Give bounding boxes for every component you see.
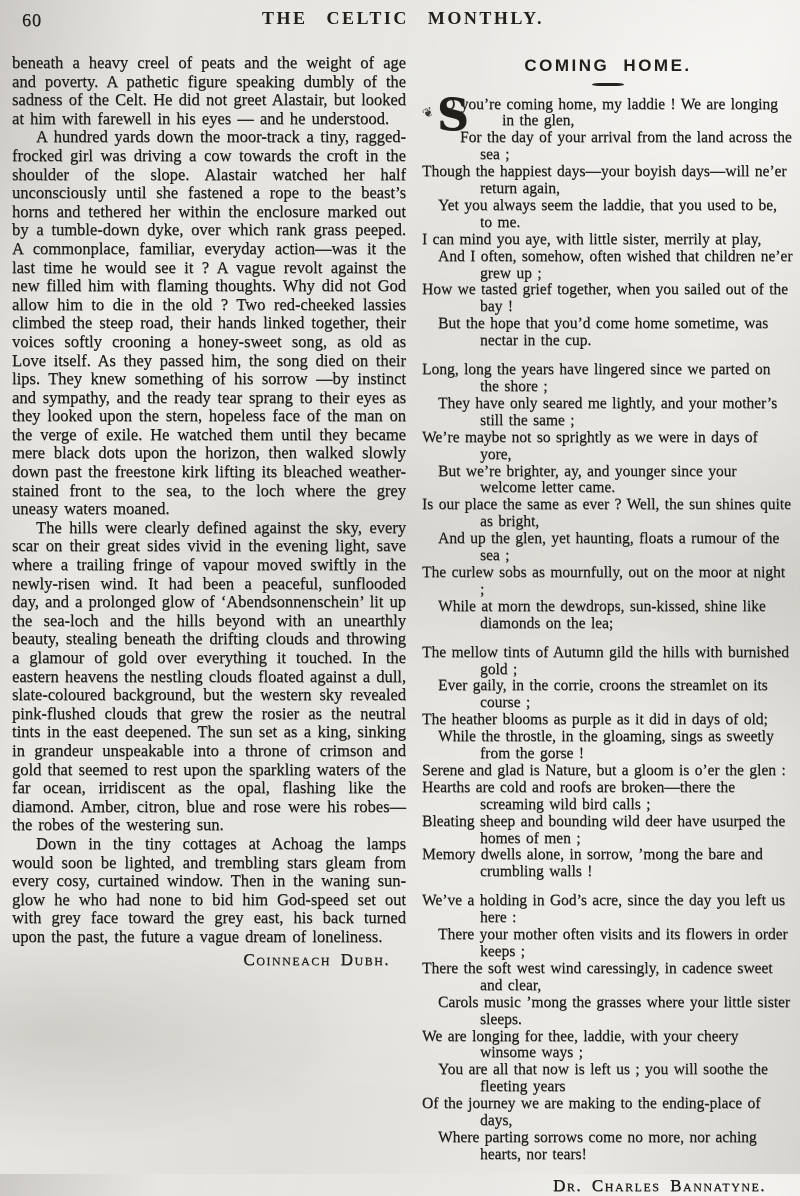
article-paragraph: A hundred yards down the moor-track a tiny, ragged-frocked girl was driving a cow towards the croft in the shoulder of the slope. Alastair watched her half unconsciously until she fastened a rope to the beast’s horns and tethered her within the enclosure marked out by a tumble-down dyke, over which rank grass peeped. A commonplace, familiar, everyday action—was it the last time he would see it ? A vague revolt against the new filled him with flaming thoughts. Why did not God allow him to die in the old ? Two red-cheeked lassies climbed the steep road, their hands linked together, their voices softly crooning a honey-sweet song, as old as Love itself. As they passed him, the song died on their lips. They knew something of his sorrow —by instinct and sympathy, and the ready tear sprang to their eyes as they looked upon the stern, hopeless face of the man on the verge of exile. He watched them until they became mere black dots upon the horizon, then walked slowly down past the freestone kirk lifting its bleached weather-stained front to the sea, to the loch where the grey uneasy waters moaned. — [12, 127, 406, 519]
page-header — [12, 8, 794, 42]
poem-line: The mellow tints of Autumn gild the hills with burnished gold ; — [422, 643, 789, 678]
poem-line: You are all that now is left us ; you will soothe the fleeting years — [438, 1061, 768, 1096]
floral-ornament-icon: ❦ — [420, 103, 437, 123]
poem-line: And up the glen, yet haunting, floats a rumour of the sea ; — [438, 530, 780, 565]
poem-stanza-4 — [422, 893, 794, 1164]
poem-line: There the soft west wind caressingly, in cadence sweet and clear, — [422, 959, 773, 994]
poem-stanza-3 — [422, 645, 794, 882]
poet-signature: Dr. Charles Bannatyne. — [553, 1175, 766, 1195]
article-paragraph: The hills were clearly defined against the sky, every scar on their great sides vivid in the evening light, save where a trailing fringe of vapour moved swiftly in the newly-risen wind. It had been a peaceful, sunflooded day, and a prolonged glow of ‘Abendsonnenschein’ lit up the sea-loch and the hills beyond with an unearthly beauty, stealing beneath the drifting clouds and throwing a glamour of gold over everything it touched. In the eastern heavens the nestling clouds floated against a dull, slate-coloured background, but the western sky revealed pink-flushed clouds that grew the rosier as the neutral tints in the east deepened. The sun set as a king, sinking in grandeur unspeakable into a throne of crimson and gold that seemed to rest upon the sparkling waters of the far ocean, irridiscent as the opal, flashing like the diamond. Amber, citron, blue and rose were his robes— the robes of the westering sun. — [12, 517, 407, 835]
poem-line: But the hope that you’d come home sometime, was nectar in the cup. — [438, 315, 769, 350]
poem-line: But we’re brighter, ay, and younger since your welcome letter came. — [438, 462, 737, 497]
poem-line: I can mind you aye, with little sister, merrily at play, — [422, 230, 762, 248]
poem-line: We’re maybe not so sprightly as we were in days of yore, — [422, 428, 758, 463]
article-paragraph: beneath a heavy creel of peats and the weight of age and poverty. A pathetic figure speaking dumbly of the sadness of the Celt. He did not greet Alastair, but looked at him with farewell in his eyes — and he understood. — [12, 53, 406, 128]
poem-line: There your mother often visits and its flowers in order keeps ; — [438, 926, 788, 960]
poem-column — [422, 54, 794, 1196]
poem-line: Carols music ’mong the grasses where your little sister sleeps. — [438, 993, 791, 1028]
poem-line: For the day of your arrival from the land across the sea ; — [460, 129, 792, 164]
poem-line: We are longing for thee, laddie, with your cheery winsome ways ; — [422, 1027, 739, 1062]
poem-line: Long, long the years have lingered since we parted on the shore ; — [422, 361, 771, 395]
poem-line-text: O you’re coming home, my laddie ! We are longing in the glen, — [444, 95, 778, 130]
poem-line: Yet you always seem the laddie, that you used to be, to me. — [438, 196, 777, 231]
poem-line: While the throstle, in the gloaming, sings as sweetly from the gorse ! — [438, 728, 774, 763]
poem-stanza-2 — [422, 362, 794, 633]
two-column-layout — [12, 54, 794, 1196]
poem-stanza-1 — [420, 89, 794, 351]
poem-line: Where parting sorrows come no more, nor aching hearts, nor tears! — [438, 1128, 757, 1163]
poem-line: Memory dwells alone, in sorrow, ’mong the bare and crumbling walls ! — [422, 846, 763, 881]
poem-line: Of the journey we are making to the ending-place of days, — [422, 1095, 761, 1130]
poem-line: The curlew sobs as mournfully, out on the moor at night ; — [422, 563, 786, 598]
poem-line: Bleating sheep and bounding wild deer have usurped the homes of men ; — [422, 812, 786, 847]
page-number: 60 — [22, 10, 42, 30]
poem-line: Though the happiest days—your boyish days—will ne’er return again, — [422, 163, 787, 198]
journal-title: THE CELTIC MONTHLY. — [261, 8, 545, 28]
poem-line: How we tasted grief together, when you sailed out of the bay ! — [422, 281, 789, 316]
article-column — [12, 54, 406, 1196]
poem-line: Hearths are cold and roofs are broken—there the screaming wild bird calls ; — [422, 778, 736, 813]
poem-line: Ever gaily, in the corrie, croons the streamlet on its course ; — [438, 677, 768, 712]
poem-line — [422, 89, 794, 141]
poem-line: They have only seared me lightly, and your mother’s still the same ; — [438, 394, 778, 429]
poem-line: The heather blooms as purple as it did in days of old; — [422, 711, 768, 729]
poem-line: While at morn the dewdrops, sun-kissed, shine like diamonds on the lea; — [438, 597, 766, 632]
title-rule — [592, 83, 624, 86]
article-paragraph: Down in the tiny cottages at Achoag the lamps would soon be lighted, and trembling stars gleam from every cosy, curtained window. Then in the waning sun-glow he who had none to bid him God-speed set out with grey face toward the grey east, his back turned upon the past, the future a vague dream of loneliness. — [12, 833, 406, 946]
poem-line: Serene and glad is Nature, but a gloom is o’er the glen : — [422, 761, 786, 779]
poem-line: We’ve a holding in God’s acre, since the day you left us here : — [422, 892, 786, 927]
poem-line: Is our place the same as ever ? Well, the sun shines quite as bright, — [422, 496, 791, 531]
article-author-signature: Coinneach Dubh. — [243, 949, 390, 969]
poem-title: COMING HOME. — [524, 56, 692, 75]
poem-line: And I often, somehow, often wished that children ne’er grew up ; — [438, 247, 793, 282]
drop-cap: S — [437, 89, 469, 141]
